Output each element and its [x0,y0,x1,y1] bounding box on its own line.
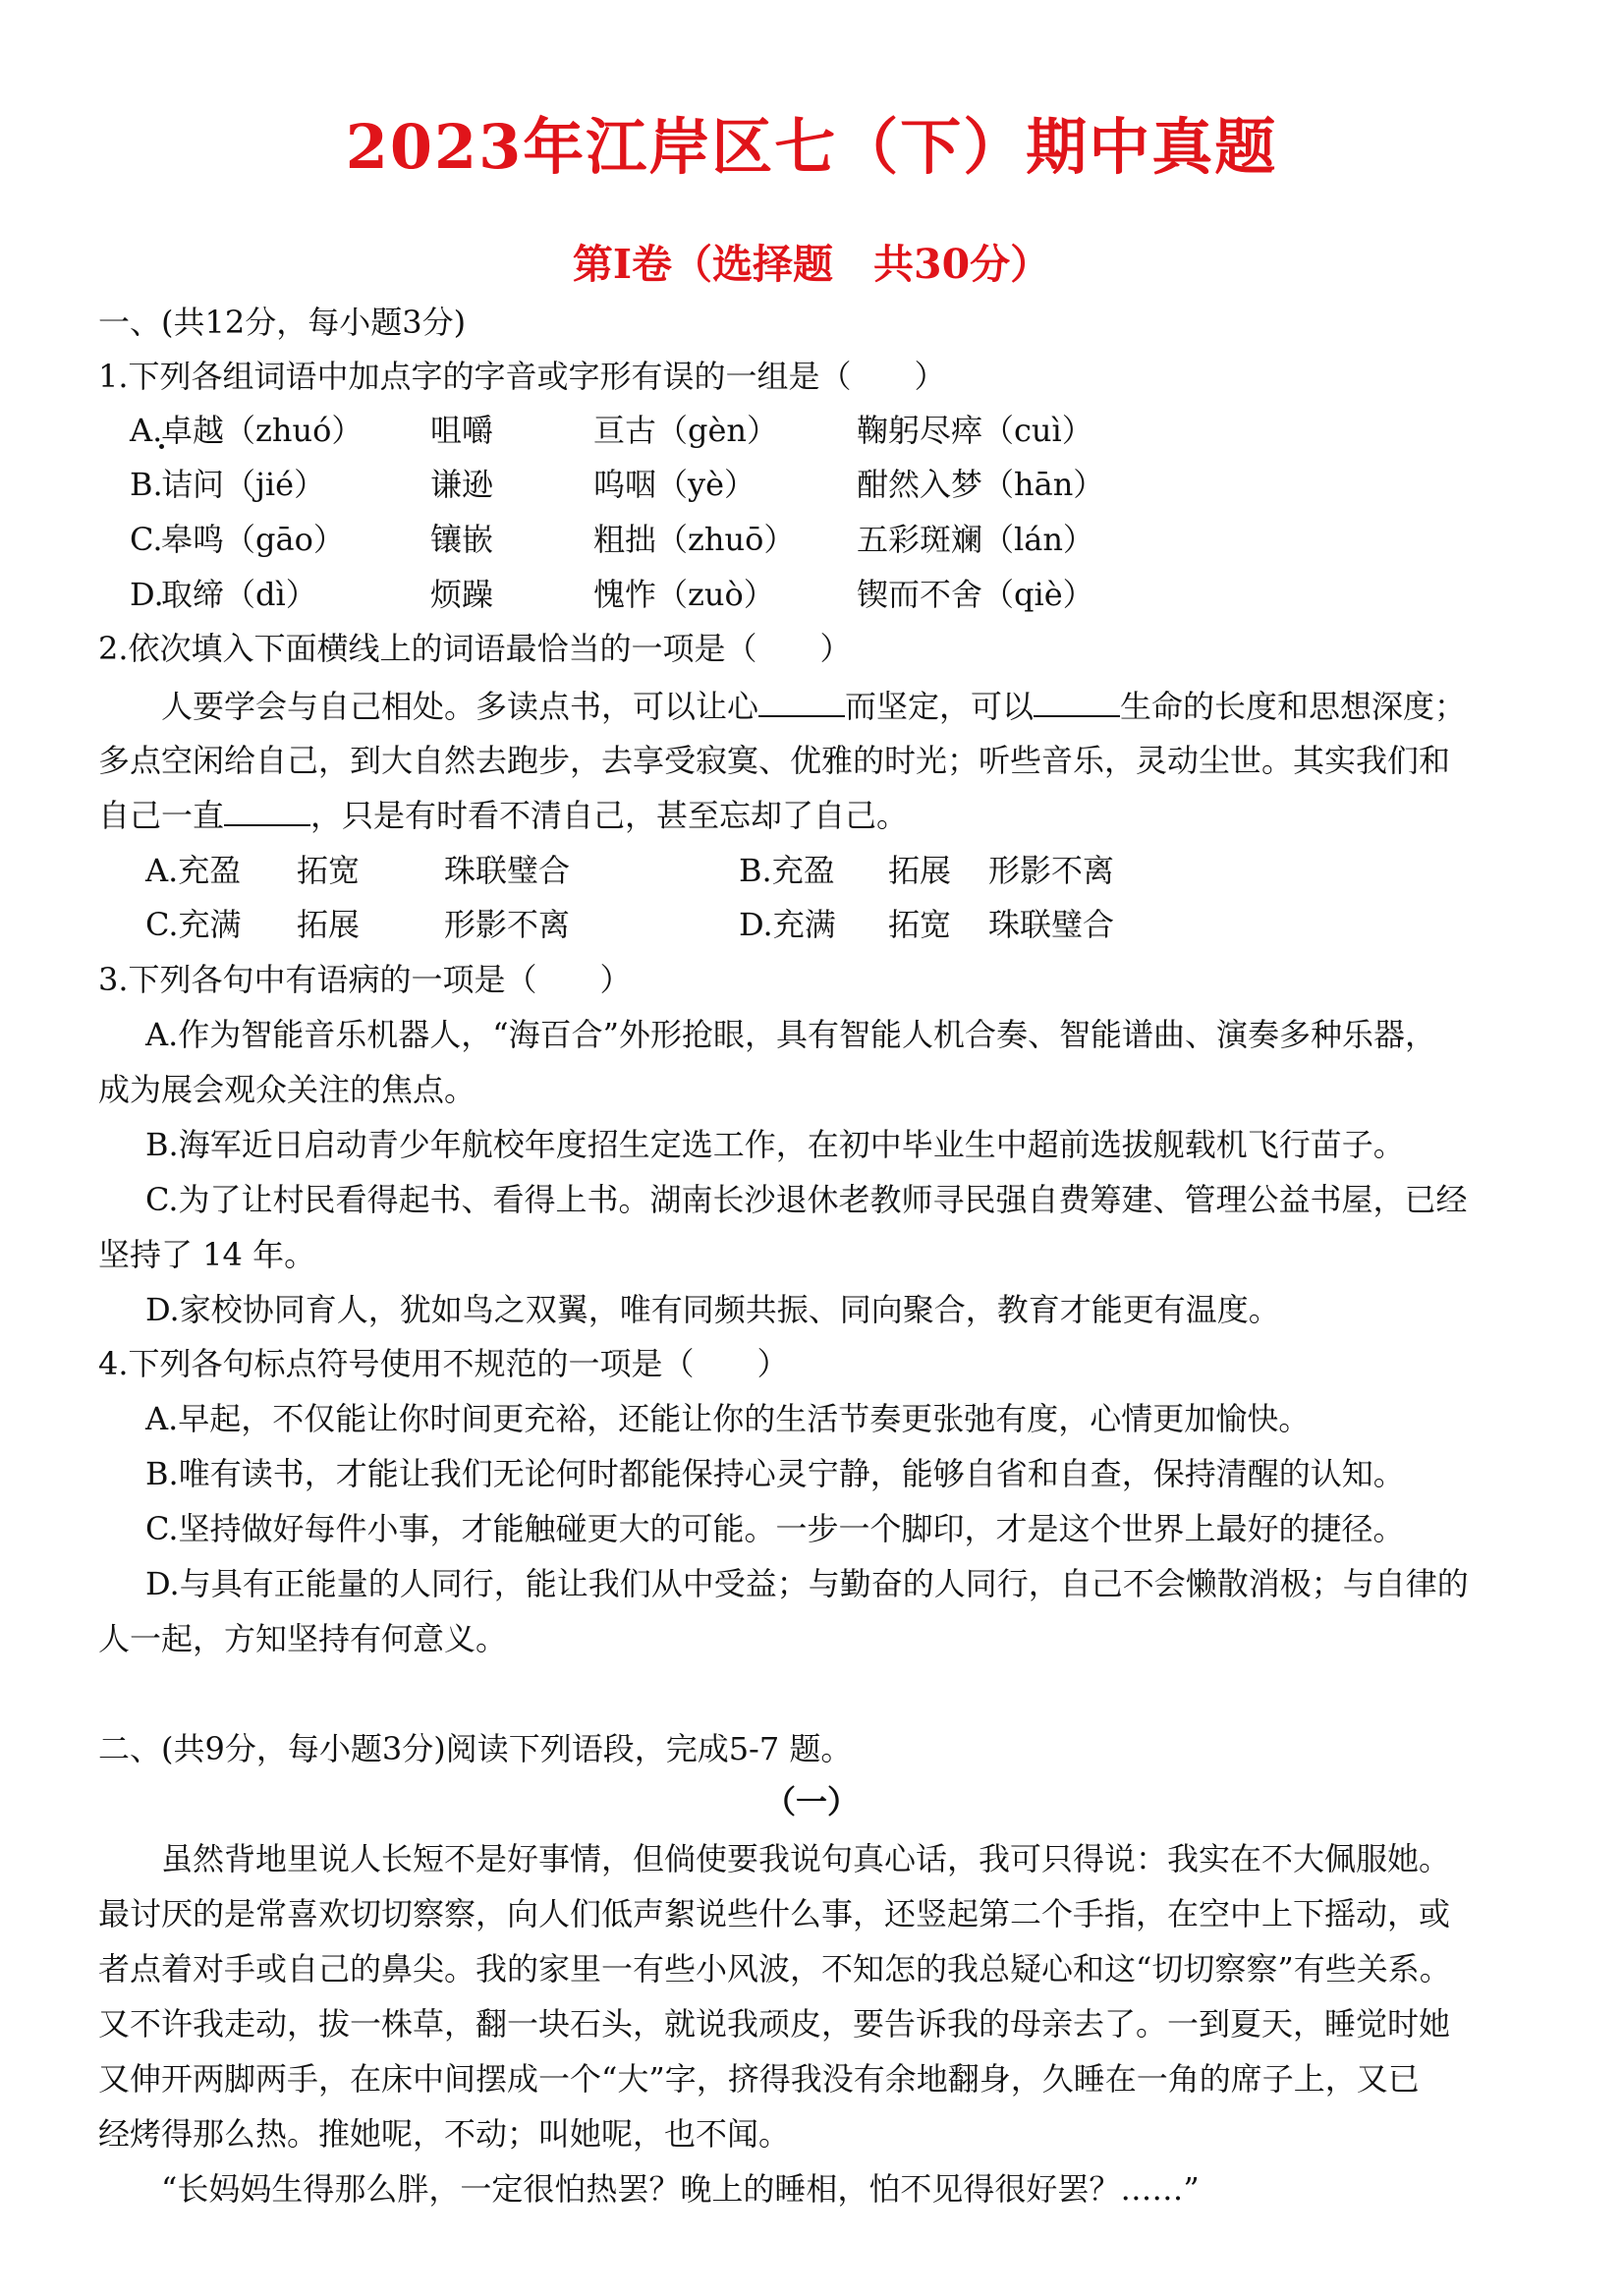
reading-line-7: “长妈妈生得那么胖，一定很怕热罢？晚上的睡相，怕不见得很好罢？……” [161,2170,1200,2208]
q1-b-word1: 诘问（jié） [161,466,326,503]
q1-option-d: D. [130,576,164,613]
section-title: 第I卷（选择题 共30分） [572,241,1051,288]
q4-option-a: A.早起，不仅能让你时间更充裕，还能让你的生活节奏更张弛有度，心情更加愉快。 [145,1400,1311,1437]
reading-section-label: （一） [763,1783,859,1820]
q2-a-word3: 珠联璧合 [444,852,571,889]
q1-b-word3: 呜咽（yè） [593,466,756,503]
q1-option-a [130,409,162,452]
part1-header: 一、(共12分，每小题3分) [98,304,467,341]
q2-passage-line2: 多点空闲给自己，到大自然去跑步，去享受寂寞、优雅的时光；听些音乐，灵动尘世。其实我们和 [98,742,1451,779]
q3-option-c-line2: 坚持了 14 年。 [98,1236,316,1273]
q3-option-b: B.海军近日启动青少年航校年度招生定选工作，在初中毕业生中超前选拔舰载机飞行苗子。 [145,1126,1405,1163]
option-label: A. [130,412,163,449]
q4-option-c: C.坚持做好每件小事，才能触碰更大的可能。一步一个脚印，才是这个世界上最好的捷径。 [145,1510,1405,1547]
reading-line-3: 者点着对手或自己的鼻尖。我的家里一有些小风波，不知怎的我总疑心和这“切切察察”有些关系。 [98,1950,1451,1988]
q1-c-word2: 镶嵌 [430,521,494,558]
q2-b-word3: 形影不离 [988,852,1115,889]
q2-d-word2: 拓宽 [888,906,952,943]
part2-header: 二、(共9分，每小题3分)阅读下列语段，完成5-7 题。 [98,1730,853,1767]
q2-option-a: A.充盈 [145,852,242,889]
exam-title: 2023年江岸区七（下）期中真题 [345,111,1278,183]
q2-d-word3: 珠联璧合 [988,906,1115,943]
q4-option-b: B.唯有读书，才能让我们无论何时都能保持心灵宁静，能够自省和自查，保持清醒的认知。 [145,1455,1405,1492]
q1-c-word3: 粗拙（zhuō） [593,521,796,558]
fill-blank-1 [758,686,845,717]
q1-option-c: C. [130,521,163,558]
q1-a-word2: 咀嚼 [430,412,494,449]
q1-b-word2: 谦逊 [430,466,494,503]
q3-option-c-line1: C.为了让村民看得起书、看得上书。湖南长沙退休老教师寻民强自费筹建、管理公益书屋，已经 [145,1181,1468,1218]
fill-blank-3 [224,795,310,826]
q2-a-word2: 拓宽 [297,852,361,889]
q2-option-d: D.充满 [739,906,836,943]
q1-d-word1: 取缔（dì） [161,576,317,613]
q2-b-word2: 拓展 [888,852,952,889]
q4-option-d-line2: 人一起，方知坚持有何意义。 [98,1620,508,1657]
q2-c-word3: 形影不离 [444,906,571,943]
q1-c-word1: 皋鸣（gāo） [161,521,345,558]
q2-stem: 2.依次填入下面横线上的词语最恰当的一项是（ ） [98,630,852,667]
reading-line-2: 最讨厌的是常喜欢切切察察，向人们低声絮说些什么事，还竖起第二个手指，在空中上下摇动，或 [98,1895,1451,1932]
q2-option-b: B.充盈 [739,852,835,889]
q1-a-word4: 鞠躬尽瘁（cuì） [857,412,1093,449]
q1-d-word2: 烦躁 [430,576,494,613]
q1-stem: 1.下列各组词语中加点字的字音或字形有误的一组是（ ） [98,358,946,395]
q3-option-a-line1: A.作为智能音乐机器人，“海百合”外形抢眼，具有智能人机合奏、智能谱曲、演奏多种乐器， [145,1016,1437,1053]
q1-a-word1: 卓越（zhuó） [161,412,364,449]
q1-d-word4: 锲而不舍（qiè） [857,576,1094,613]
q3-stem: 3.下列各句中有语病的一项是（ ） [98,961,632,998]
q2-c-word2: 拓展 [297,906,361,943]
q2-passage-line1: 人要学会与自己相处。多读点书，可以让心 而坚定，可以 生命的长度和思想深度； [161,688,1467,725]
q3-option-d: D.家校协同育人，犹如鸟之双翼，唯有同频共振、同向聚合，教育才能更有温度。 [145,1291,1280,1328]
q2-option-c: C.充满 [145,906,242,943]
q2-passage-line3: 自己一直 ，只是有时看不清自己，甚至忘却了自己。 [98,797,909,834]
q4-stem: 4.下列各句标点符号使用不规范的一项是（ ） [98,1345,789,1382]
q1-a-word3: 亘古（gèn） [593,412,779,449]
q3-option-a-line2: 成为展会观众关注的焦点。 [98,1071,476,1108]
reading-line-4: 又不许我走动，拔一株草，翻一块石头，就说我顽皮，要告诉我的母亲去了。一到夏天，睡觉时她 [98,2005,1451,2043]
fill-blank-2 [1034,686,1120,717]
reading-line-6: 经烤得那么热。推她呢，不动；叫她呢，也不闻。 [98,2115,791,2153]
q1-d-word3: 愧怍（zuò） [593,576,775,613]
q1-c-word4: 五彩斑斓（lán） [857,521,1094,558]
q4-option-d-line1: D.与具有正能量的人同行，能让我们从中受益；与勤奋的人同行，自己不会懒散消极；与自律的 [145,1565,1469,1602]
q1-b-word4: 酣然入梦（hān） [857,466,1105,503]
reading-line-1: 虽然背地里说人长短不是好事情，但倘使要我说句真心话，我可只得说：我实在不大佩服她。 [161,1840,1451,1877]
reading-line-5: 又伸开两脚两手，在床中间摆成一个“大”字，挤得我没有余地翻身，久睡在一角的席子上，又已 [98,2060,1420,2098]
q1-option-b: B. [130,466,163,503]
